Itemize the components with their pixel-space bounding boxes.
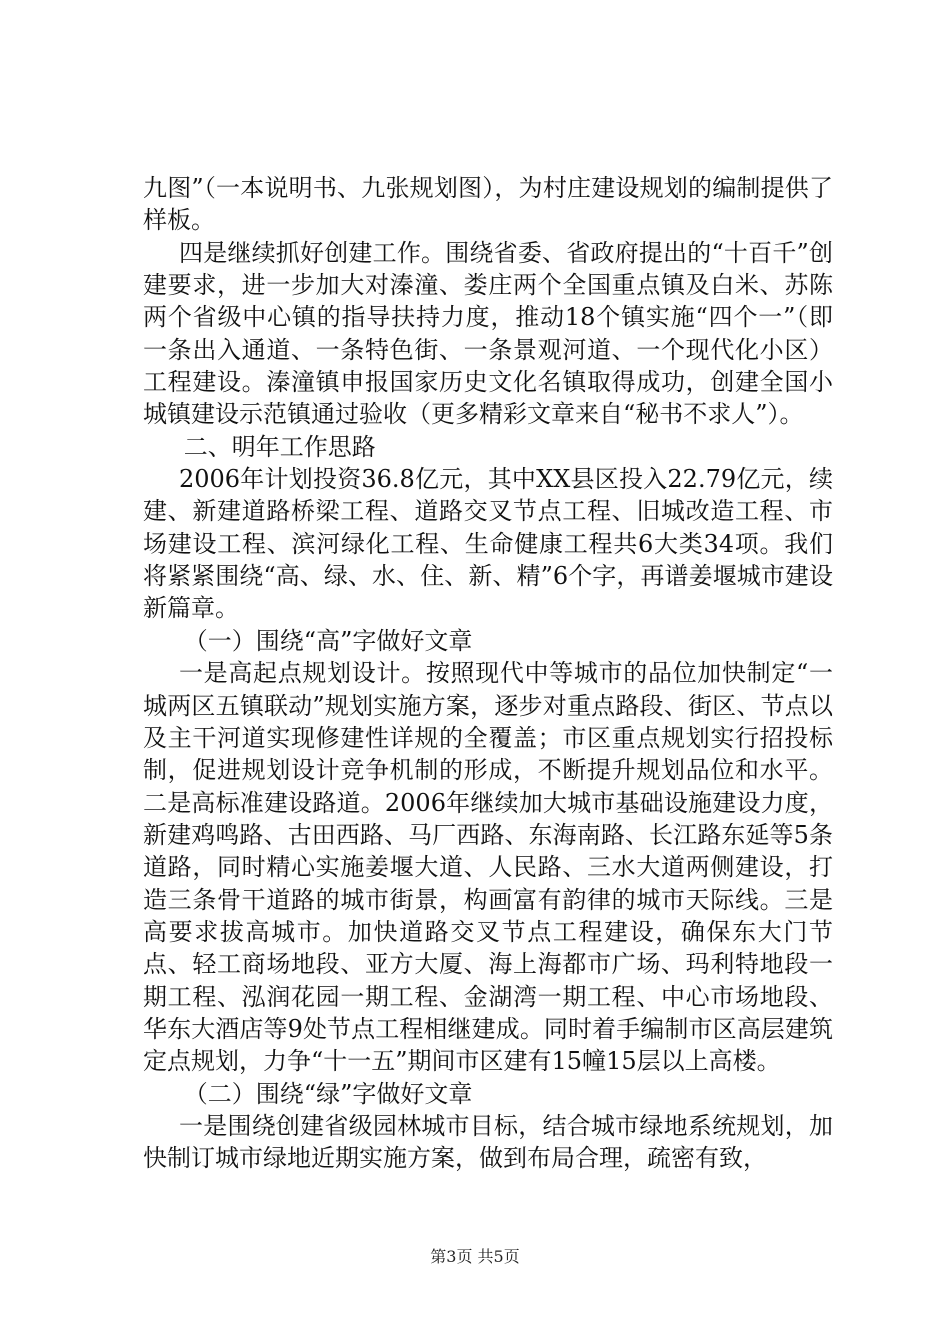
paragraph-continuation: 九图”（一本说明书、九张规划图），为村庄建设规划的编制提供了样板。	[143, 174, 833, 235]
document-body	[143, 172, 833, 1175]
section-heading: 二、明年工作思路	[183, 432, 376, 461]
paragraph-item-four: 四是继续抓好创建工作。围绕省委、省政府提出的“十百千”创建要求，进一步加大对溱潼、娄庄两个全国重点镇及白米、苏陈两个省级中心镇的指导扶持力度，推动18个镇实施“四个一”（即一条出入通道、一条特色街、一条景观河道、一个现代化小区）工程建设。溱潼镇申报国家历史文化名镇取得成功，创建全国小城镇建设示范镇通过验收（更多精彩文章来自“秘书不求人”）。	[143, 238, 833, 429]
page-footer: 第3页 共5页	[430, 1247, 520, 1266]
subsection-heading-gao: （一）围绕“高”字做好文章	[183, 626, 473, 655]
paragraph-investment: 2006年计划投资36.8亿元，其中XX县区投入22.79亿元，续建、新建道路桥梁工程、道路交叉节点工程、旧城改造工程、市场建设工程、滨河绿化工程、生命健康工程共6大类34项。我们将紧紧围绕“高、绿、水、住、新、精”6个字，再谱姜堰城市建设新篇章。	[143, 465, 833, 623]
subsection-heading-lv: （二）围绕“绿”字做好文章	[183, 1079, 473, 1108]
paragraph-lv: 一是围绕创建省级园林城市目标，结合城市绿地系统规划，加快制订城市绿地近期实施方案，做到布局合理，疏密有致，	[143, 1111, 833, 1173]
paragraph-gao: 一是高起点规划设计。按照现代中等城市的品位加快制定“一城两区五镇联动”规划实施方案，逐步对重点路段、街区、节点以及主干河道实现修建性详规的全覆盖；市区重点规划实行招投标制，促进规划设计竞争机制的形成，不断提升规划品位和水平。二是高标准建设路道。2006年继续加大城市基础设施建设力度，新建鸡鸣路、古田西路、马厂西路、东海南路、长江路东延等5条道路，同时精心实施姜堰大道、人民路、三水大道两侧建设，打造三条骨干道路的城市街景，构画富有韵律的城市天际线。三是高要求拔高城市。加快道路交叉节点工程建设，确保东大门节点、轻工商场地段、亚方大厦、海上海都市广场、玛利特地段一期工程、泓润花园一期工程、金湖湾一期工程、中心市场地段、华东大酒店等9处节点工程相继建成。同时着手编制市区高层建筑定点规划，力争“十一五”期间市区建有15幢15层以上高楼。	[143, 659, 833, 1076]
